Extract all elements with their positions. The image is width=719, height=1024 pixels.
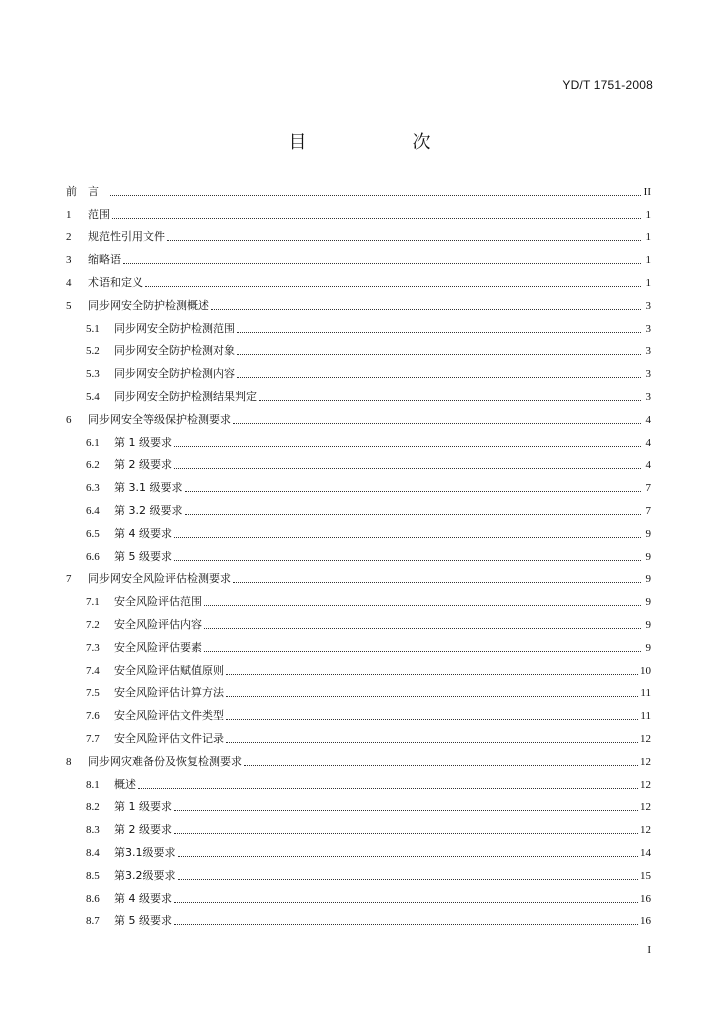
toc-entry-page: 4 — [645, 436, 651, 449]
toc-entry-number: 7.4 — [86, 664, 100, 677]
toc-entry-page: 16 — [640, 915, 651, 928]
toc-entry-page: 3 — [645, 322, 651, 335]
dot-leader — [211, 308, 641, 310]
toc-entry-page: 9 — [645, 641, 651, 654]
toc-title: 目 次 — [288, 132, 475, 153]
toc-entry[interactable] — [66, 290, 651, 313]
toc-entry-title: 缩略语 — [88, 253, 121, 267]
toc-entry[interactable] — [66, 906, 651, 929]
toc-entry[interactable] — [66, 837, 651, 860]
toc-entry[interactable] — [66, 632, 651, 655]
toc-entry-number: 8 — [66, 755, 72, 768]
toc-entry-title: 安全风险评估文件类型 — [114, 709, 224, 723]
toc-entry-title: 第 4 级要求 — [114, 526, 172, 540]
dot-leader — [178, 855, 639, 857]
toc-entry-title: 规范性引用文件 — [88, 230, 165, 244]
toc-entry-number: 1 — [66, 208, 72, 221]
dot-leader — [174, 832, 638, 834]
toc-entry-page: 12 — [640, 778, 651, 791]
toc-entry-title: 第3.1级要求 — [114, 845, 176, 859]
toc-entry-page: 12 — [640, 732, 651, 745]
dot-leader — [174, 809, 638, 811]
toc-entry-number: 前 言 — [66, 185, 99, 198]
toc-entry-page: 11 — [640, 710, 651, 723]
toc-entry-page: 12 — [640, 755, 651, 768]
toc-entry-number: 6.6 — [86, 550, 100, 563]
dot-leader — [174, 923, 638, 925]
toc-entry-title: 同步网安全风险评估检测要求 — [88, 572, 231, 586]
toc-entry-title: 第 3.1 级要求 — [114, 481, 183, 495]
toc-entry-title: 安全风险评估文件记录 — [114, 731, 224, 745]
toc-entry-title: 概述 — [114, 777, 136, 791]
toc-entry[interactable] — [66, 313, 651, 336]
toc-entry[interactable] — [66, 222, 651, 245]
toc-entry-page: 16 — [640, 892, 651, 905]
dot-leader — [174, 467, 641, 469]
dot-leader — [226, 695, 638, 697]
toc-entry-title: 同步网安全防护检测结果判定 — [114, 389, 257, 403]
toc-entry[interactable] — [66, 678, 651, 701]
toc-entry-number: 7.6 — [86, 710, 100, 723]
toc-entry-title: 第 4 级要求 — [114, 891, 172, 905]
toc-entry-number: 8.7 — [86, 915, 100, 928]
toc-entry-title: 同步网安全等级保护检测要求 — [88, 412, 231, 426]
toc-entry-page: 9 — [645, 618, 651, 631]
page-number: I — [647, 944, 651, 956]
dot-leader — [174, 901, 638, 903]
dot-leader — [244, 764, 638, 766]
toc-entry-title: 安全风险评估范围 — [114, 595, 202, 609]
dot-leader — [204, 627, 641, 629]
toc-entry-page: 3 — [645, 390, 651, 403]
toc-entry-page: 1 — [645, 276, 651, 289]
toc-entry[interactable] — [66, 472, 651, 495]
toc-entry-title: 范围 — [88, 207, 110, 221]
toc-entry-title: 第 5 级要求 — [114, 549, 172, 563]
dot-leader — [178, 878, 639, 880]
toc-entry-number: 7.1 — [86, 596, 100, 609]
toc-entry-number: 6.3 — [86, 482, 100, 495]
toc-entry[interactable] — [66, 427, 651, 450]
toc-entry-page: 4 — [645, 459, 651, 472]
toc-entry-number: 7.3 — [86, 641, 100, 654]
toc-entry[interactable] — [66, 586, 651, 609]
toc-entry[interactable] — [66, 176, 651, 199]
dot-leader — [233, 581, 641, 583]
toc-entry[interactable] — [66, 609, 651, 632]
toc-entry-number: 3 — [66, 254, 72, 267]
toc-entry-page: 3 — [645, 368, 651, 381]
toc-entry-title: 安全风险评估计算方法 — [114, 686, 224, 700]
toc-entry-page: 11 — [640, 687, 651, 700]
toc-entry-page: 3 — [645, 345, 651, 358]
toc-entry-number: 6 — [66, 413, 72, 426]
toc-entry-page: 1 — [645, 231, 651, 244]
toc-entry-page: 9 — [645, 550, 651, 563]
toc-entry[interactable] — [66, 655, 651, 678]
toc-entry-number: 7.5 — [86, 687, 100, 700]
toc-entry-number: 8.3 — [86, 824, 100, 837]
toc-entry-title: 第 2 级要求 — [114, 823, 172, 837]
toc-entry-title: 安全风险评估内容 — [114, 617, 202, 631]
toc-entry-number: 6.5 — [86, 527, 100, 540]
dot-leader — [237, 376, 641, 378]
toc-entry-page: II — [643, 185, 651, 198]
toc-entry-title: 同步网灾难备份及恢复检测要求 — [88, 754, 242, 768]
toc-entry-number: 8.2 — [86, 801, 100, 814]
dot-leader — [237, 353, 641, 355]
toc-entry-number: 5 — [66, 299, 72, 312]
toc-entry-page: 9 — [645, 573, 651, 586]
toc-entry-title: 安全风险评估要素 — [114, 640, 202, 654]
dot-leader — [110, 194, 641, 196]
dot-leader — [226, 673, 638, 675]
toc-entry-page: 9 — [645, 527, 651, 540]
toc-entry-number: 6.4 — [86, 504, 100, 517]
toc-entry[interactable] — [66, 883, 651, 906]
toc-entry-number: 7 — [66, 573, 72, 586]
toc-entry[interactable] — [66, 358, 651, 381]
toc-entry-page: 1 — [645, 254, 651, 267]
dot-leader — [226, 718, 638, 720]
toc-entry[interactable] — [66, 381, 651, 404]
toc-entry-title: 同步网安全防护检测范围 — [114, 321, 235, 335]
dot-leader — [138, 787, 638, 789]
toc-entry[interactable] — [66, 541, 651, 564]
toc-entry[interactable] — [66, 518, 651, 541]
toc-entry[interactable] — [66, 564, 651, 587]
dot-leader — [233, 422, 641, 424]
toc-entry-number: 8.1 — [86, 778, 100, 791]
toc-entry-number: 4 — [66, 276, 72, 289]
toc-entry-number: 7.7 — [86, 732, 100, 745]
toc-entry-title: 第 5 级要求 — [114, 914, 172, 928]
toc-entry[interactable] — [66, 244, 651, 267]
toc-entry[interactable] — [66, 814, 651, 837]
toc-entry-page: 15 — [640, 869, 651, 882]
dot-leader — [174, 445, 641, 447]
toc-entry-number: 8.5 — [86, 869, 100, 882]
toc-entry-title: 第 1 级要求 — [114, 800, 172, 814]
toc-entry[interactable] — [66, 700, 651, 723]
dot-leader — [237, 331, 641, 333]
toc-entry[interactable] — [66, 336, 651, 359]
toc-entry-title: 第 1 级要求 — [114, 435, 172, 449]
toc-entry-number: 5.3 — [86, 368, 100, 381]
dot-leader — [259, 399, 641, 401]
toc-entry-page: 14 — [640, 846, 651, 859]
toc-entry-page: 9 — [645, 596, 651, 609]
dot-leader — [204, 604, 641, 606]
toc-entry-title: 同步网安全防护检测对象 — [114, 344, 235, 358]
dot-leader — [123, 262, 641, 264]
toc-entry-number: 6.1 — [86, 436, 100, 449]
toc-entry-title: 术语和定义 — [88, 275, 143, 289]
toc-entry[interactable] — [66, 746, 651, 769]
table-of-contents — [66, 176, 651, 928]
toc-entry-title: 第3.2级要求 — [114, 868, 176, 882]
dot-leader — [167, 239, 641, 241]
toc-entry-page: 4 — [645, 413, 651, 426]
toc-entry-page: 12 — [640, 801, 651, 814]
toc-entry-number: 5.1 — [86, 322, 100, 335]
dot-leader — [185, 490, 642, 492]
dot-leader — [204, 650, 641, 652]
toc-entry-title: 第 2 级要求 — [114, 458, 172, 472]
toc-entry-number: 5.2 — [86, 345, 100, 358]
dot-leader — [174, 536, 641, 538]
toc-entry[interactable] — [66, 723, 651, 746]
dot-leader — [226, 741, 638, 743]
toc-entry-page: 7 — [645, 504, 651, 517]
toc-entry-page: 12 — [640, 824, 651, 837]
toc-entry-title: 安全风险评估赋值原则 — [114, 663, 224, 677]
toc-entry-page: 1 — [645, 208, 651, 221]
toc-entry-number: 8.6 — [86, 892, 100, 905]
dot-leader — [185, 513, 642, 515]
dot-leader — [145, 285, 641, 287]
standard-code: YD/T 1751-2008 — [562, 78, 653, 92]
toc-entry[interactable] — [66, 792, 651, 815]
toc-entry[interactable] — [66, 495, 651, 518]
toc-entry[interactable] — [66, 404, 651, 427]
toc-entry[interactable] — [66, 860, 651, 883]
toc-entry-number: 2 — [66, 231, 72, 244]
toc-entry-title: 第 3.2 级要求 — [114, 503, 183, 517]
toc-entry-number: 5.4 — [86, 390, 100, 403]
toc-entry-number: 6.2 — [86, 459, 100, 472]
toc-entry[interactable] — [66, 199, 651, 222]
toc-entry[interactable] — [66, 450, 651, 473]
dot-leader — [174, 559, 641, 561]
dot-leader — [112, 217, 641, 219]
toc-entry-page: 10 — [640, 664, 651, 677]
toc-entry[interactable] — [66, 769, 651, 792]
toc-entry-number: 7.2 — [86, 618, 100, 631]
toc-entry-page: 3 — [645, 299, 651, 312]
toc-entry-page: 7 — [645, 482, 651, 495]
toc-entry-title: 同步网安全防护检测概述 — [88, 298, 209, 312]
toc-entry[interactable] — [66, 267, 651, 290]
toc-entry-title: 同步网安全防护检测内容 — [114, 367, 235, 381]
toc-entry-number: 8.4 — [86, 846, 100, 859]
